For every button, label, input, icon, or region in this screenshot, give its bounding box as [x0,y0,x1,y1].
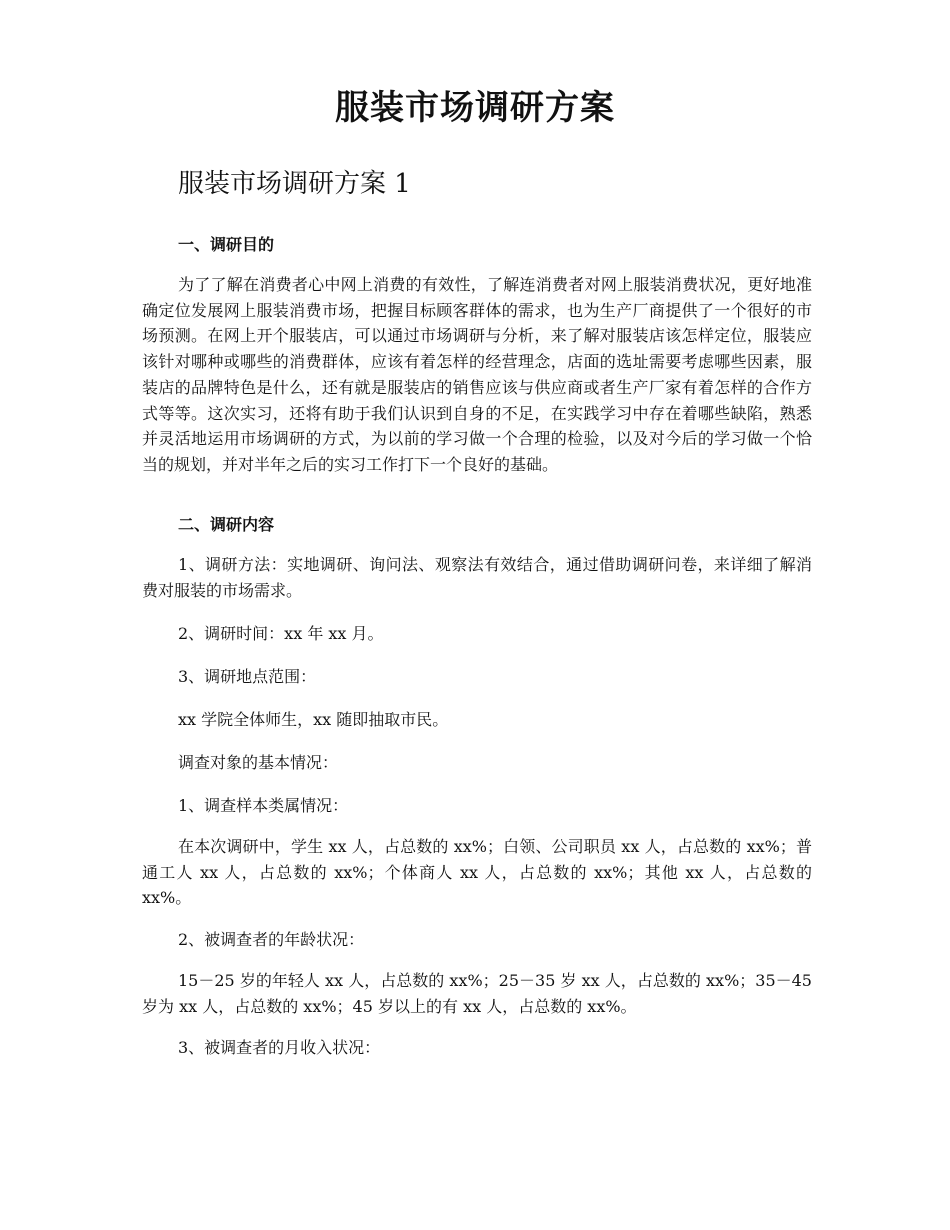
paragraph-location: 3、调研地点范围： [178,667,317,686]
paragraph-sample: 在本次调研中，学生 xx 人，占总数的 xx%；白领、公司职员 xx 人，占总数的 xx%；普通工人 xx 人，占总数的 xx%；个体商人 xx 人，占总数的 xx%；其他 xx 人，占总数的 xx%。 [142,837,812,908]
section-heading-content: 二、调研内容 [178,515,275,534]
paragraph-income-heading: 3、被调查者的月收入状况： [178,1038,381,1057]
paragraph-sample-heading: 1、调查样本类属情况： [178,796,349,815]
paragraph-location-detail: xx 学院全体师生，xx 随即抽取市民。 [178,710,449,729]
document-title: 服装市场调研方案 [335,88,615,128]
paragraph-method: 1、调研方法：实地调研、询问法、观察法有效结合，通过借助调研问卷，来详细了解消费对服装的市场需求。 [142,555,812,600]
paragraph-basic-info: 调查对象的基本情况： [178,753,339,772]
paragraph-age: 15－25 岁的年轻人 xx 人，占总数的 xx%；25－35 岁 xx 人，占总数的 xx%；35－45 岁为 xx 人，占总数的 xx%；45 岁以上的有 xx 人，占总数的 xx%。 [142,971,812,1016]
document-subtitle: 服装市场调研方案 1 [178,169,411,199]
paragraph-age-heading: 2、被调查者的年龄状况： [178,930,365,949]
section-heading-purpose: 一、调研目的 [178,235,275,254]
paragraph-purpose: 为了了解在消费者心中网上消费的有效性，了解连消费者对网上服装消费状况，更好地准确定位发展网上服装消费市场，把握目标顾客群体的需求，也为生产厂商提供了一个很好的市场预测。在网上开个服装店，可以通过市场调研与分析，来了解对服装店该怎样定位，服装应该针对哪种或哪些的消费群体，应该有着怎样的经营理念，店面的选址需要考虑哪些因素，服装店的品牌特色是什么，还有就是服装店的销售应该与供应商或者生产厂家有着怎样的合作方式等等。这次实习，还将有助于我们认识到自身的不足，在实践学习中存在着哪些缺陷，熟悉并灵活地运用市场调研的方式，为以前的学习做一个合理的检验，以及对今后的学习做一个恰当的规划，并对半年之后的实习工作打下一个良好的基础。 [142,275,812,474]
paragraph-time: 2、调研时间：xx 年 xx 月。 [178,624,384,643]
